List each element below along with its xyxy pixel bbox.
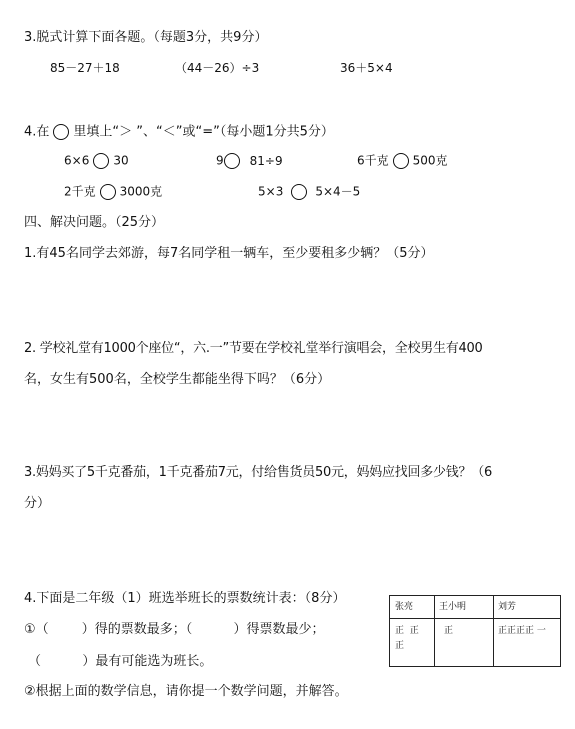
vote-tally-table — [389, 595, 561, 667]
compare-left: 6千克 — [357, 153, 389, 168]
problem-3-line1: 3.妈妈买了5千克番茄，1千克番茄7元，付给售货员50元，妈妈应找回多少钱？（6 — [24, 465, 493, 480]
problem-4-line1: ①（ ）得的票数最多；（ ）得票数最少； — [24, 622, 325, 637]
table-header-cell: 王小明 — [439, 602, 467, 612]
compare-left: 2千克 — [64, 184, 96, 199]
table-header-row — [390, 596, 560, 619]
compare-right: 81÷9 — [249, 153, 283, 168]
section4-title: 四、解决问题。（25分） — [24, 215, 165, 230]
problem-3-line2: 分） — [24, 496, 51, 511]
table-tally-cell: 正 — [444, 626, 454, 636]
q4-row1-b — [216, 153, 283, 169]
table-header-cell: 张亮 — [395, 602, 414, 612]
compare-left: 6×6 — [64, 153, 90, 168]
problem-4-title: 4.下面是二年级（1）班选举班长的票数统计表：（8分） — [24, 591, 346, 606]
q4-row2-b — [258, 184, 360, 200]
problem-2-line1: 2. 学校礼堂有1000个座位“，六.一”节要在学校礼堂举行演唱会，全校男生有400 — [24, 341, 483, 356]
q4-title — [24, 124, 334, 140]
q3-expr-3: 36＋5×4 — [340, 61, 393, 75]
table-tally-cell: 正 — [395, 641, 405, 651]
problem-4-line3: ②根据上面的数学信息，请你提一个数学问题，并解答。 — [24, 684, 348, 699]
answer-circle[interactable] — [93, 153, 109, 169]
answer-circle[interactable] — [224, 153, 240, 169]
q4-row1-c — [357, 153, 448, 169]
answer-circle[interactable] — [393, 153, 409, 169]
table-tally-cell: 正 正 — [395, 626, 419, 636]
blank-circle-icon — [53, 124, 69, 140]
table-tally-cell: 正正正正 一 — [498, 626, 546, 636]
compare-right: 3000克 — [119, 184, 163, 199]
problem-4-line2: （ ）最有可能选为班长。 — [28, 654, 213, 669]
q4-row2-a — [64, 184, 162, 200]
table-header-cell: 刘芳 — [498, 602, 517, 612]
table-divider — [493, 596, 494, 666]
q3-expr-2: （44－26）÷3 — [175, 61, 260, 75]
problem-2-line2: 名，女生有500名，全校学生都能坐得下吗？（6分） — [24, 372, 331, 387]
compare-right: 30 — [113, 153, 129, 168]
answer-circle[interactable] — [100, 184, 116, 200]
q4-row1-a — [64, 153, 129, 169]
problem-1: 1.有45名同学去郊游，每7名同学租一辆车，至少要租多少辆？（5分） — [24, 246, 434, 261]
compare-right: 5×4－5 — [315, 184, 361, 199]
compare-right: 500克 — [412, 153, 448, 168]
answer-circle[interactable] — [291, 184, 307, 200]
q4-title-prefix: 4.在 — [24, 124, 50, 140]
q3-expr-1: 85－27＋18 — [50, 61, 120, 75]
q3-title: 3.脱式计算下面各题。（每题3分，共9分） — [24, 30, 268, 45]
table-divider — [434, 596, 435, 666]
compare-left: 5×3 — [258, 184, 284, 199]
q4-title-suffix: 里填上“＞ ”、“＜”或“=”（每小题1分共5分） — [73, 124, 334, 140]
compare-left: 9 — [216, 153, 224, 168]
